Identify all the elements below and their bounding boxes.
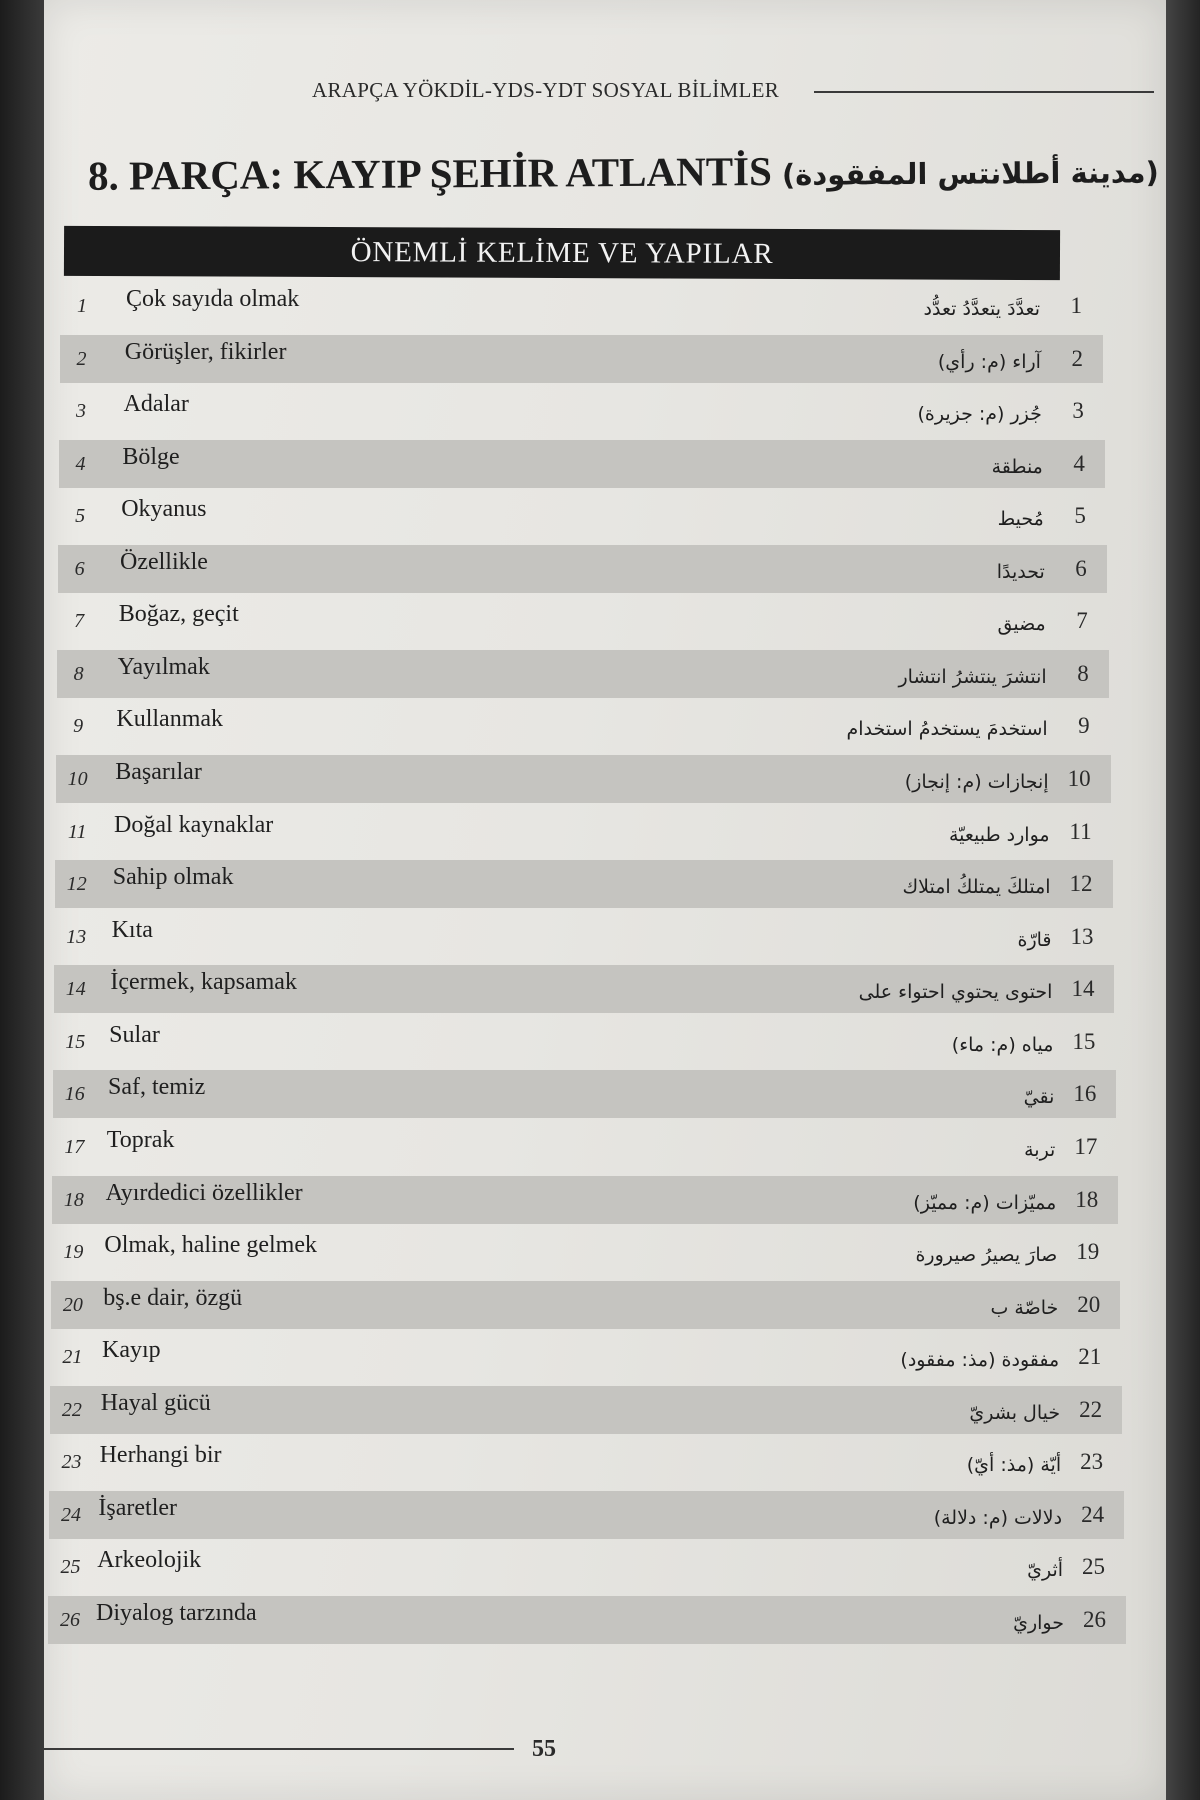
entry-turkish: Doğal kaynaklar [113, 811, 274, 838]
table-row [49, 1438, 1123, 1486]
entry-arabic: أيّة (مذ: أيّ) [966, 1454, 1062, 1477]
entry-index: 22 [61, 1398, 82, 1421]
entry-arabic: امتلكَ يمتلكُ امتلاك [902, 876, 1051, 899]
entry-index: 1 [77, 295, 87, 317]
background-right [1166, 0, 1200, 1800]
entry-index-right: 17 [1074, 1133, 1098, 1159]
entry-index-right: 6 [1075, 555, 1087, 581]
entry-index-right: 4 [1073, 450, 1085, 476]
table-row [60, 335, 1103, 383]
entry-index: 21 [62, 1346, 83, 1369]
entry-index-right: 25 [1082, 1554, 1106, 1580]
entry-index-right: 5 [1074, 503, 1086, 529]
table-row [56, 755, 1111, 803]
table-row [52, 1176, 1118, 1224]
entry-arabic: مياه (م: ماء) [951, 1033, 1054, 1056]
entry-arabic: خاصّة ب [990, 1296, 1059, 1319]
entry-turkish: Bölge [122, 443, 180, 470]
entry-turkish: Saf, temiz [107, 1074, 206, 1101]
entry-index-right: 26 [1083, 1607, 1106, 1632]
table-row [59, 440, 1105, 488]
entry-index-right: 13 [1070, 923, 1094, 949]
entry-turkish: Okyanus [121, 496, 207, 523]
entry-turkish: bş.e dair, özgü [103, 1284, 243, 1311]
entry-turkish: Sahip olmak [112, 864, 234, 891]
entry-arabic: انتشرَ ينتشرُ انتشار [898, 665, 1047, 688]
table-row [60, 282, 1102, 330]
entry-index-right: 1 [1070, 293, 1082, 318]
entry-index-right: 16 [1073, 1081, 1097, 1107]
entry-turkish: Ayırdedici özellikler [105, 1179, 303, 1206]
entry-turkish: İşaretler [98, 1494, 177, 1521]
entry-index-right: 24 [1081, 1501, 1105, 1527]
entry-arabic: منطقة [991, 455, 1043, 478]
entry-index-right: 18 [1075, 1186, 1099, 1212]
table-row [50, 1386, 1122, 1434]
entry-turkish: Herhangi bir [99, 1442, 222, 1469]
entry-turkish: Boğaz, geçit [118, 601, 239, 628]
background-left [0, 0, 44, 1800]
entry-index: 15 [65, 1030, 86, 1053]
entry-arabic: قارّة [1017, 928, 1052, 951]
entry-arabic: دلالات (م: دلالة) [933, 1506, 1063, 1529]
entry-index-right: 2 [1071, 345, 1083, 371]
entry-index: 14 [65, 978, 86, 1001]
table-row [59, 387, 1104, 435]
table-row [52, 1123, 1117, 1171]
running-header: ARAPÇA YÖKDİL-YDS-YDT SOSYAL BİLİMLER [312, 78, 780, 102]
entry-turkish: İçermek, kapsamak [110, 969, 297, 996]
entry-index: 24 [60, 1503, 81, 1526]
book-page [44, 0, 1166, 1800]
entry-index-right: 12 [1069, 871, 1093, 897]
table-row [57, 650, 1109, 698]
table-row [53, 1070, 1117, 1118]
entry-turkish: Görüşler, fikirler [124, 338, 287, 365]
entry-arabic: نقيّ [1023, 1086, 1055, 1109]
entry-index-right: 11 [1069, 818, 1092, 844]
entry-turkish: Özellikle [119, 548, 208, 575]
entry-index-right: 14 [1071, 976, 1095, 1002]
table-row [58, 545, 1107, 593]
entry-arabic: تعدَّدَ يتعدَّدُ تعدُّد [923, 298, 1040, 320]
entry-index-right: 15 [1072, 1028, 1096, 1054]
entry-turkish: Yayılmak [117, 653, 210, 680]
entry-arabic: تحديدًا [996, 560, 1045, 583]
entry-turkish: Toprak [106, 1126, 175, 1153]
title-arabic: (مدينة أطلانتس المفقودة) [781, 155, 1159, 192]
entry-arabic: صارَ يصيرُ صيرورة [915, 1244, 1058, 1267]
table-row [54, 965, 1115, 1013]
entry-index: 2 [76, 347, 87, 370]
entry-turkish: Kıta [111, 916, 153, 943]
entry-arabic: جُزر (م: جزيرة) [917, 403, 1042, 426]
table-row [49, 1491, 1124, 1539]
entry-arabic: إنجازات (م: إنجاز) [904, 771, 1049, 794]
entry-arabic: أثريّ [1027, 1559, 1064, 1582]
entry-index: 12 [66, 873, 87, 896]
table-row [48, 1596, 1126, 1644]
entry-turkish: Hayal gücü [100, 1389, 211, 1416]
entry-arabic: حواريّ [1013, 1612, 1064, 1634]
entry-arabic: استخدمَ يستخدمُ استخدام [846, 718, 1048, 741]
entry-index: 9 [73, 715, 84, 738]
entry-index: 3 [76, 400, 87, 423]
entry-index: 4 [75, 452, 86, 475]
table-row [55, 860, 1113, 908]
table-row [54, 913, 1113, 961]
entry-index: 10 [67, 768, 88, 791]
entry-arabic: مميّزات (م: مميّز) [913, 1191, 1057, 1214]
entry-index: 19 [63, 1241, 84, 1264]
entry-turkish: Kullanmak [116, 706, 224, 733]
section-heading-bar: ÖNEMLİ KELİME VE YAPILAR [64, 226, 1060, 280]
entry-turkish: Diyalog tarzında [96, 1600, 257, 1626]
entry-index: 11 [67, 820, 87, 843]
table-row [55, 808, 1111, 856]
page-number: 55 [532, 1736, 556, 1762]
entry-turkish: Çok sayıda olmak [126, 286, 300, 312]
entry-arabic: احتوى يحتوي احتواء على [858, 981, 1053, 1004]
entry-turkish: Başarılar [115, 759, 202, 786]
entry-index-right: 7 [1076, 608, 1088, 634]
entry-turkish: Sular [109, 1021, 160, 1048]
entry-index: 25 [60, 1556, 81, 1579]
title-turkish: 8. PARÇA: KAYIP ŞEHİR ATLANTİS [87, 147, 773, 199]
entry-index-right: 21 [1078, 1344, 1102, 1370]
entry-arabic: خيال بشريّ [969, 1401, 1061, 1424]
table-row [50, 1333, 1121, 1381]
entry-index: 16 [64, 1083, 85, 1106]
entry-turkish: Arkeolojik [97, 1547, 202, 1574]
entry-index: 6 [74, 557, 85, 580]
table-row [56, 702, 1110, 750]
entry-arabic: مُحيط [997, 508, 1044, 531]
entry-arabic: موارد طبيعيّة [948, 823, 1050, 846]
entry-index: 18 [63, 1188, 84, 1211]
entry-index-right: 20 [1077, 1291, 1101, 1317]
entry-arabic: تربة [1024, 1138, 1056, 1161]
table-row [57, 597, 1108, 645]
entry-index: 17 [64, 1135, 85, 1158]
table-row [53, 1018, 1115, 1066]
entry-index-right: 9 [1078, 713, 1090, 739]
entry-index-right: 8 [1077, 660, 1089, 686]
entry-index: 26 [60, 1609, 80, 1631]
entry-turkish: Kayıp [101, 1337, 161, 1364]
entry-index-right: 3 [1072, 398, 1084, 424]
entry-index: 8 [73, 662, 84, 685]
entry-turkish: Olmak, haline gelmek [104, 1232, 317, 1259]
footer-rule [44, 1748, 514, 1750]
entry-index-right: 10 [1067, 766, 1091, 792]
table-row [51, 1281, 1120, 1329]
vocabulary-table [44, 0, 1166, 1800]
entry-index-right: 19 [1076, 1239, 1100, 1265]
entry-arabic: آراء (م: رأي) [937, 350, 1041, 373]
entry-index: 5 [75, 505, 86, 528]
table-row [58, 492, 1106, 540]
table-row [48, 1543, 1125, 1591]
entry-index: 7 [74, 610, 85, 633]
entry-index: 13 [66, 925, 87, 948]
entry-index: 20 [62, 1293, 83, 1316]
entry-arabic: مضيق [997, 613, 1046, 636]
table-row [51, 1228, 1119, 1276]
entry-arabic: مفقودة (مذ: مفقود) [900, 1349, 1060, 1372]
entry-index-right: 23 [1080, 1449, 1104, 1475]
entry-index: 23 [61, 1451, 82, 1474]
entry-index-right: 22 [1079, 1396, 1103, 1422]
entry-turkish: Adalar [123, 391, 189, 418]
